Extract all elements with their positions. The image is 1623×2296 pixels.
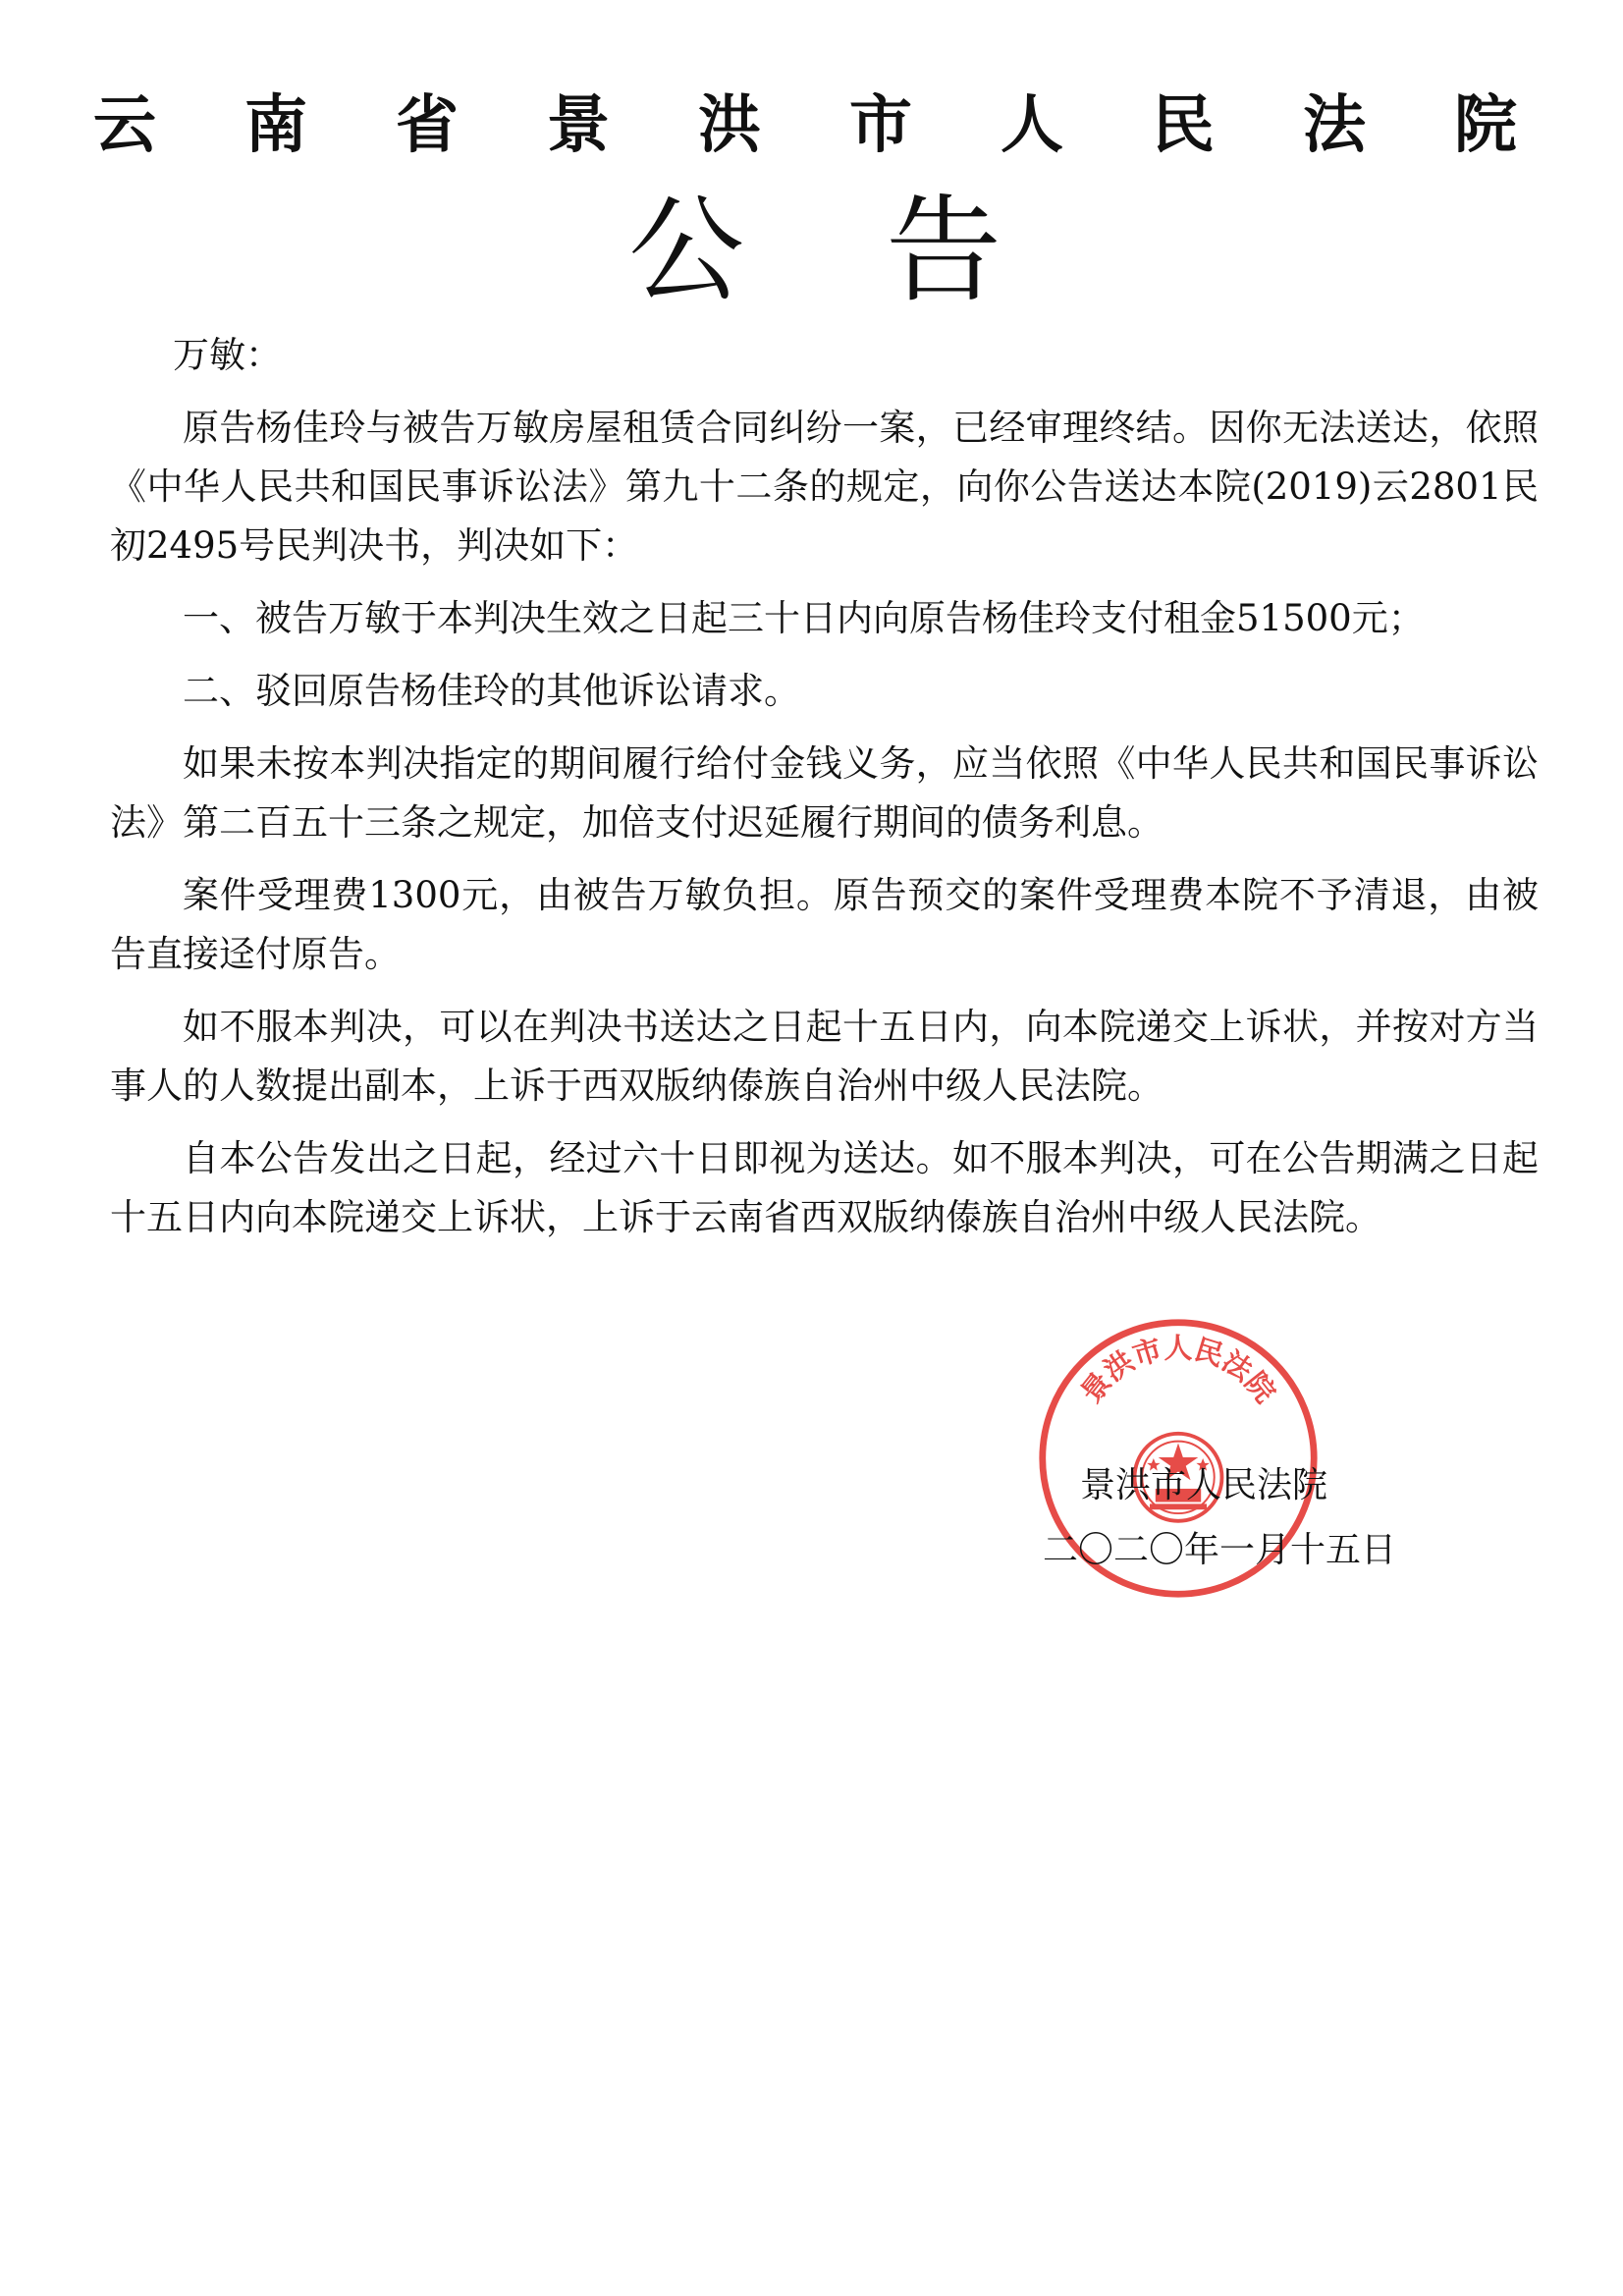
court-name-char: 景 <box>547 89 610 162</box>
paragraph-service-period: 自本公告发出之日起，经过六十日即视为送达。如不服本判决，可在公告期满之日起十五日内向本院递交上诉状，上诉于云南省西双版纳傣族自治州中级人民法院。 <box>110 1137 1539 1238</box>
court-name-char: 省 <box>396 89 459 162</box>
court-name-char: 南 <box>244 89 307 162</box>
paragraph-appeal-rights: 如不服本判决，可以在判决书送达之日起十五日内，向本院递交上诉状，并按对方当事人的人数提出副本，上诉于西双版纳傣族自治州中级人民法院。 <box>110 1006 1539 1107</box>
court-name-char: 人 <box>1001 89 1063 162</box>
court-name-heading <box>93 86 1517 165</box>
paragraph-late-payment: 如果未按本判决指定的期间履行给付金钱义务，应当依照《中华人民共和国民事诉讼法》第二百五十三条之规定，加倍支付迟延履行期间的债务利息。 <box>110 742 1539 844</box>
document-title-char: 告 <box>885 183 1001 318</box>
signature-block <box>1043 1453 1455 1583</box>
court-name-char: 法 <box>1303 89 1366 162</box>
court-name-char: 民 <box>1152 89 1215 162</box>
court-name-char: 云 <box>93 89 156 162</box>
signature-court: 景洪市人民法院 <box>1080 1465 1328 1505</box>
notice-body <box>110 326 1539 1261</box>
paragraph-case-fee: 案件受理费1300元，由被告万敏负担。原告预交的案件受理费本院不予清退，由被告直接迳付原告。 <box>110 874 1539 975</box>
document-title <box>628 183 1001 318</box>
addressee: 万敏： <box>173 334 282 376</box>
document-title-char: 公 <box>628 183 745 318</box>
paragraph-judgment-item-1: 一、被告万敏于本判决生效之日起三十日内向原告杨佳玲支付租金51500元； <box>183 597 1425 639</box>
court-name-char: 洪 <box>698 89 761 162</box>
paragraph-judgment-item-2: 二、驳回原告杨佳玲的其他诉讼请求。 <box>183 670 800 712</box>
court-name-char: 市 <box>849 89 912 162</box>
seal-text: 景洪市人民法院 <box>1074 1331 1282 1409</box>
paragraph-case-summary: 原告杨佳玲与被告万敏房屋租赁合同纠纷一案，已经审理终结。因你无法送达，依照《中华人民共和国民事诉讼法》第九十二条的规定，向你公告送达本院(2019)云2801民初2495号民判决书，判决如下： <box>110 407 1539 567</box>
court-name-char: 院 <box>1454 89 1517 162</box>
signature-date: 二〇二〇年一月十五日 <box>1043 1530 1397 1570</box>
